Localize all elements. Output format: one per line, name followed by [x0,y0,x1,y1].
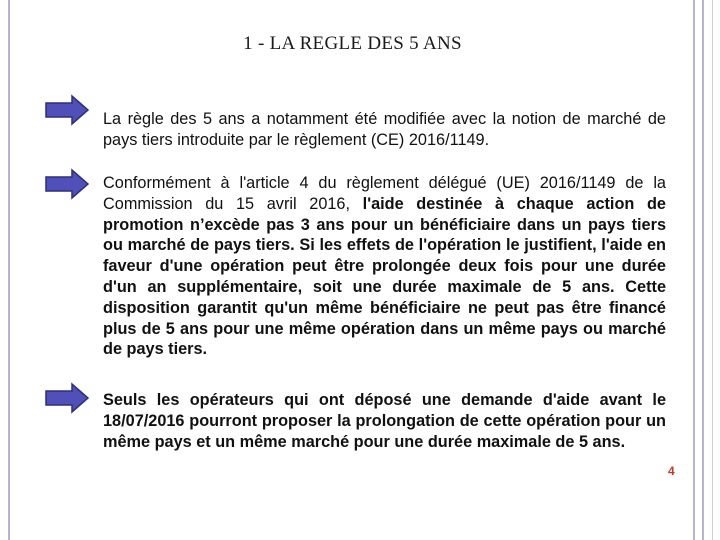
slide-title: 1 - LA REGLE DES 5 ANS [243,33,462,54]
paragraph-2 [103,173,666,360]
frame-line-right [712,0,713,540]
right-arrow-icon [44,168,90,200]
right-arrow-icon [44,382,90,414]
frame-line-right [702,0,704,540]
frame-line-right [693,0,695,540]
paragraph-3: Seuls les opérateurs qui ont déposé une demande d'aide avant le 18/07/2016 pourront proposer la prolongation de cette opération pour un même pays et un même marché pour une durée maximale de 5 ans. [103,391,666,451]
right-arrow-icon [44,94,90,126]
frame-line-left [8,0,10,540]
paragraph-2-bold-text: l'aide destinée à chaque action de promotion n’excède pas 3 ans pour un bénéficiaire dans un pays tiers ou marché de pays tiers. Si les effets de l'opération le justifient, l'aide en faveur d'une opération peut être prolongée deux fois pour une durée d'un an supplémentaire, soit une durée maximale de 5 ans. Cette disposition garantit qu'un même bénéficiaire ne peut pas être financé plus de 5 ans pour une même opération dans un même pays ou marché de pays tiers. [103,194,666,359]
paragraph-2-text: Conformément à l'article 4 du règlement délégué (UE) 2016/1149 de la Commission du 15 avril 2016, [103,174,666,213]
page-number: 4 [668,464,675,478]
paragraph-1: La règle des 5 ans a notamment été modifiée avec la notion de marché de pays tiers introduite par le règlement (CE) 2016/1149. [103,110,666,149]
